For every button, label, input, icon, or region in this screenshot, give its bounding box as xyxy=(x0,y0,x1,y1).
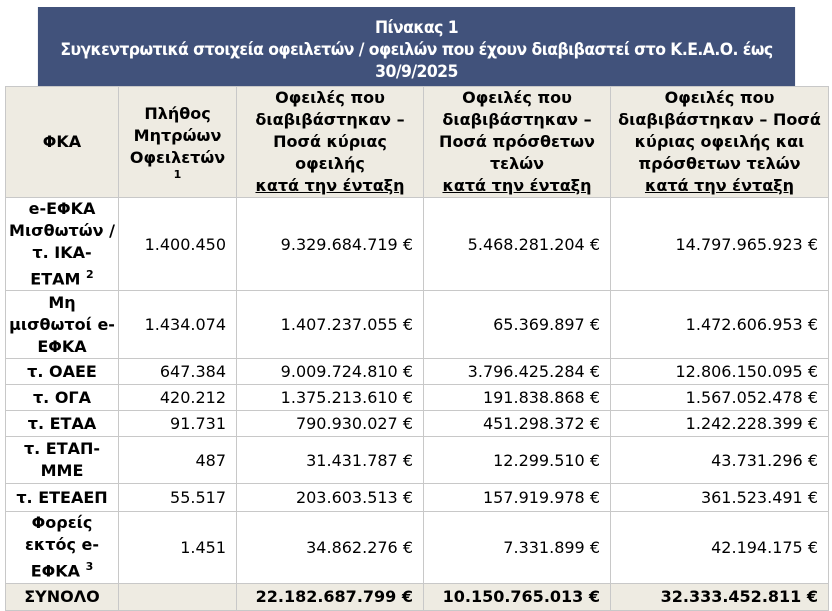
table-title: Συγκεντρωτικά στοιχεία οφειλετών / οφειλών που έχουν διαβιβαστεί στο Κ.Ε.Α.Ο. έως xyxy=(60,40,773,60)
table-row xyxy=(6,291,829,359)
debtor-count: 1.400.450 xyxy=(119,198,237,291)
debtor-count: 647.384 xyxy=(119,359,237,385)
header-surcharges-label: Οφειλές που διαβιβάστηκαν – Ποσά πρόσθετων τελών xyxy=(439,88,595,173)
principal-amount: 203.603.513 € xyxy=(237,484,424,512)
debtor-count: 1.451 xyxy=(119,512,237,583)
header-total-qualifier: κατά την ένταξη xyxy=(644,176,795,195)
table-title-date: 30/9/2025 xyxy=(375,62,458,82)
table-row xyxy=(6,512,829,583)
table-row xyxy=(6,484,829,512)
debtor-count: 91.731 xyxy=(119,411,237,437)
fka-name-text: Φορείς εκτός e-ΕΦΚΑ xyxy=(24,513,100,581)
surcharges-amount: 451.298.372 € xyxy=(424,411,611,437)
header-principal-qualifier: κατά την ένταξη xyxy=(255,176,405,195)
totals-principal-amount: 22.182.687.799 € xyxy=(237,583,424,610)
surcharges-amount: 7.331.899 € xyxy=(424,512,611,583)
fka-name: τ. ΕΤΕΑΕΠ xyxy=(6,484,119,512)
table-row xyxy=(6,359,829,385)
totals-row xyxy=(6,583,829,610)
header-surcharges xyxy=(424,87,611,198)
debtor-count: 55.517 xyxy=(119,484,237,512)
total-amount: 42.194.175 € xyxy=(611,512,829,583)
principal-amount: 9.009.724.810 € xyxy=(237,359,424,385)
footnote-marker: 3 xyxy=(85,560,94,574)
principal-amount: 9.329.684.719 € xyxy=(237,198,424,291)
header-debtor-count-label: Πλήθος Μητρώων Οφειλετών xyxy=(129,104,226,167)
table-title-band xyxy=(38,7,795,86)
surcharges-amount: 65.369.897 € xyxy=(424,291,611,359)
header-total-label: Οφειλές που διαβιβάστηκαν – Ποσά κύριας οφειλής και πρόσθετων τελών xyxy=(618,88,821,173)
header-debtor-count xyxy=(119,87,237,198)
total-amount: 1.567.052.478 € xyxy=(611,385,829,411)
header-principal-label: Οφειλές που διαβιβάστηκαν – Ποσά κύριας οφειλής xyxy=(255,88,405,173)
total-amount: 1.472.606.953 € xyxy=(611,291,829,359)
header-fka xyxy=(6,87,119,198)
table-number: Πίνακας 1 xyxy=(374,18,459,38)
surcharges-amount: 5.468.281.204 € xyxy=(424,198,611,291)
total-amount: 43.731.296 € xyxy=(611,437,829,484)
principal-amount: 34.862.276 € xyxy=(237,512,424,583)
principal-amount: 790.930.027 € xyxy=(237,411,424,437)
debts-summary-table xyxy=(5,86,829,611)
header-row xyxy=(6,87,829,198)
table-row xyxy=(6,411,829,437)
totals-label: ΣΥΝΟΛΟ xyxy=(6,583,119,610)
surcharges-amount: 3.796.425.284 € xyxy=(424,359,611,385)
fka-name: τ. ΟΑΕΕ xyxy=(6,359,119,385)
total-amount: 14.797.965.923 € xyxy=(611,198,829,291)
surcharges-amount: 157.919.978 € xyxy=(424,484,611,512)
header-total xyxy=(611,87,829,198)
table-row xyxy=(6,198,829,291)
header-fka-label: ΦΚΑ xyxy=(42,132,82,151)
surcharges-amount: 12.299.510 € xyxy=(424,437,611,484)
fka-name: τ. ΟΓΑ xyxy=(6,385,119,411)
table-row xyxy=(6,385,829,411)
footnote-marker: 2 xyxy=(86,268,94,281)
debtor-count: 420.212 xyxy=(119,385,237,411)
total-amount: 1.242.228.399 € xyxy=(611,411,829,437)
fka-name xyxy=(6,512,119,583)
total-amount: 361.523.491 € xyxy=(611,484,829,512)
fka-name: τ. ΕΤΑΑ xyxy=(6,411,119,437)
totals-debtor-count xyxy=(119,583,237,610)
debts-summary-table-container xyxy=(5,7,828,611)
principal-amount: 31.431.787 € xyxy=(237,437,424,484)
principal-amount: 1.375.213.610 € xyxy=(237,385,424,411)
total-amount: 12.806.150.095 € xyxy=(611,359,829,385)
header-principal xyxy=(237,87,424,198)
header-surcharges-qualifier: κατά την ένταξη xyxy=(442,176,592,195)
totals-total-amount: 32.333.452.811 € xyxy=(611,583,829,610)
fka-name xyxy=(6,198,119,291)
fka-name-text: e-ΕΦΚΑ Μισθωτών / τ. ΙΚΑ-ΕΤΑΜ xyxy=(9,199,115,289)
debtor-count: 1.434.074 xyxy=(119,291,237,359)
fka-name: τ. ΕΤΑΠ-ΜΜΕ xyxy=(6,437,119,484)
principal-amount: 1.407.237.055 € xyxy=(237,291,424,359)
table-row xyxy=(6,437,829,484)
totals-surcharges-amount: 10.150.765.013 € xyxy=(424,583,611,610)
surcharges-amount: 191.838.868 € xyxy=(424,385,611,411)
fka-name: Μη μισθωτοί e-ΕΦΚΑ xyxy=(6,291,119,359)
footnote-marker: 1 xyxy=(173,168,182,181)
debtor-count: 487 xyxy=(119,437,237,484)
